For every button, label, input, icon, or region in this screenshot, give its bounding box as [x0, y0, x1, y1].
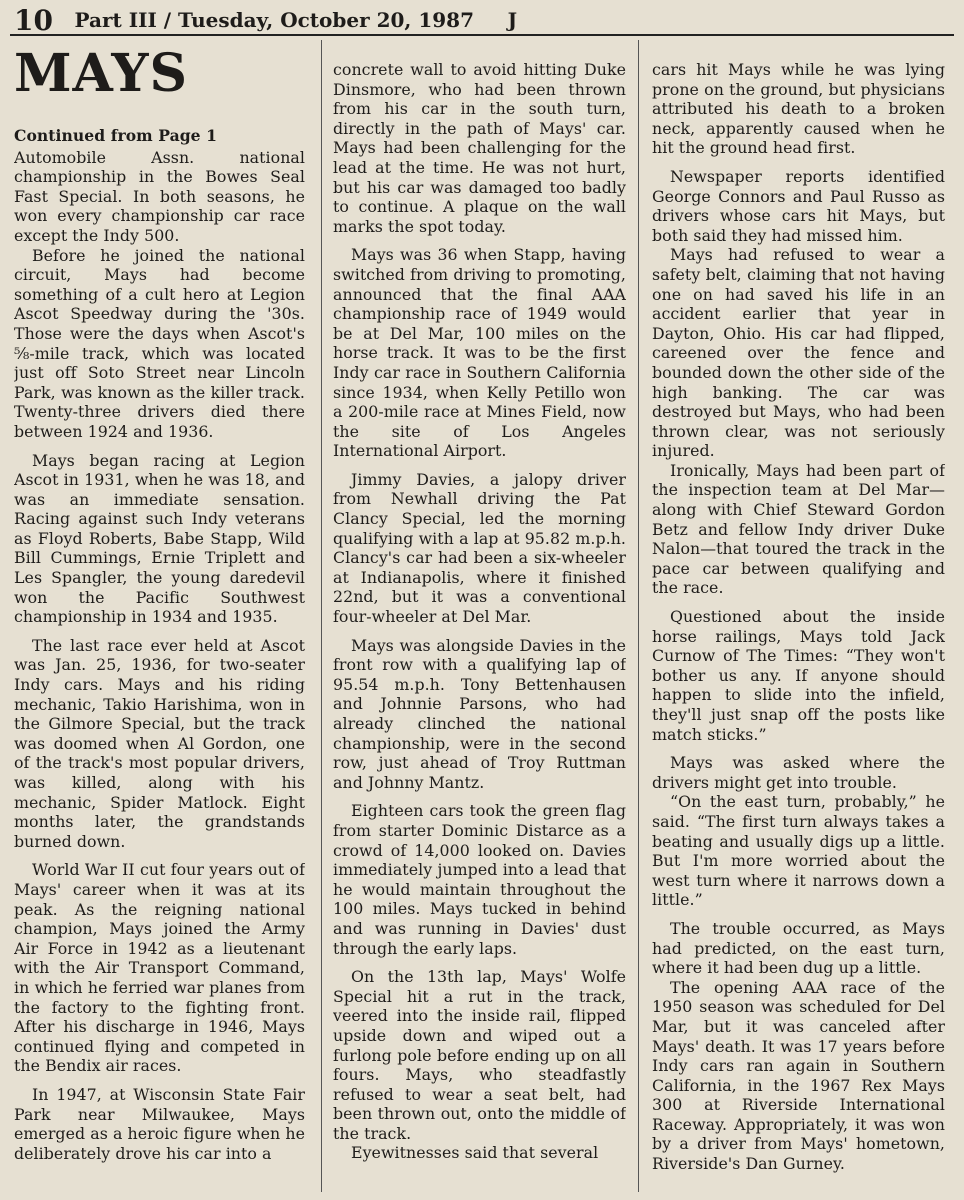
paragraph: Questioned about the inside horse railings, Mays told Jack Curnow of The Times: “They won't bother us any. If anyone should happen to slide into the infield, they'll just snap off the posts like match sticks.” [652, 607, 945, 744]
column-divider [321, 40, 322, 1192]
paragraph: In 1947, at Wisconsin State Fair Park near Milwaukee, Mays emerged as a heroic figure when he deliberately drove his car into a [14, 1084, 305, 1163]
article-column-2 [333, 60, 626, 1194]
article-column-1 [14, 46, 305, 1194]
section-date: Part III / Tuesday, October 20, 1987 [74, 8, 474, 32]
header-rule [10, 34, 954, 36]
paragraph: Jimmy Davies, a jalopy driver from Newhall driving the Pat Clancy Special, led the morning qualifying with a lap at 95.82 m.p.h. Clancy's car had been a six-wheeler at Indianapolis, where it finished 22nd, but it was a conventional four-wheeler at Del Mar. [333, 469, 626, 627]
page-number: 10 [14, 4, 53, 37]
continued-line: Continued from Page 1 [14, 126, 218, 145]
article-column-3 [652, 60, 945, 1194]
paragraph: Eighteen cars took the green flag from starter Dominic Distarce as a crowd of 14,000 looked on. Davies immediately jumped into a lead that he would maintain throughout the 100 miles. Mays tucked in behind and was running in Davies' dust through the early laps. [333, 801, 626, 958]
paragraph: Newspaper reports identified George Connors and Paul Russo as drivers whose cars hit Mays, but both said they had missed him. [652, 166, 945, 245]
paragraph: The trouble occurred, as Mays had predicted, on the east turn, where it had been dug up a little. [652, 918, 945, 978]
paragraph: Eyewitnesses said that several [351, 1143, 599, 1163]
paragraph: On the 13th lap, Mays' Wolfe Special hit a rut in the track, veered into the inside rail, flipped upside down and wiped out a furlong pole before ending up on all fours. Mays, who steadfastly refused to wear a seat belt, had been thrown out, onto the middle of the track. [333, 967, 626, 1143]
paragraph: Mays had refused to wear a safety belt, claiming that not having one on had saved his life in an accident earlier that year in Dayton, Ohio. His car had flipped, careened over the fence and bounded down the other side of the high banking. The car was destroyed but Mays, who had been thrown clear, was not seriously injured. [652, 245, 945, 461]
paragraph: Mays was alongside Davies in the front row with a qualifying lap of 95.54 m.p.h. Tony Bettenhausen and Johnnie Parsons, who had already clinched the national championship, were in the second row, just ahead of Troy Ruttman and Johnny Mantz. [333, 635, 626, 792]
paragraph: concrete wall to avoid hitting Duke Dinsmore, who had been thrown from his car in the south turn, directly in the path of Mays' car. Mays had been challenging for the lead at the time. He was not hurt, but his car was damaged too badly to continue. A plaque on the wall marks the spot today. [333, 60, 626, 236]
paragraph: Mays began racing at Legion Ascot in 1931, when he was 18, and was an immediate sensation. Racing against such Indy veterans as Floyd Roberts, Babe Stapp, Wild Bill Cummings, Ernie Triplett and Les Spangler, the young daredevil won the Pacific Southwest championship in 1934 and 1935. [14, 450, 305, 627]
paragraph: “On the east turn, probably,” he said. “The first turn always takes a beating and usually digs up a little. But I'm more worried about the west turn where it narrows down a little.” [652, 792, 945, 910]
paragraph: Before he joined the national circuit, Mays had become something of a cult hero at Legion Ascot Speedway during the '30s. Those were the days when Ascot's ⅝-mile track, which was located just off Soto Street near Lincoln Park, was known as the killer track. Twenty-three drivers died there between 1924 and 1936. [14, 245, 305, 441]
column-divider [638, 40, 639, 1192]
paragraph: Mays was asked where the drivers might get into trouble. [652, 753, 945, 792]
paragraph: Ironically, Mays had been part of the inspection team at Del Mar—along with Chief Steward Gordon Betz and fellow Indy driver Duke Nalon—that toured the track in the pace car between qualifying and the race. [652, 460, 945, 598]
edition-letter: J [507, 8, 518, 32]
paragraph: The last race ever held at Ascot was Jan. 25, 1936, for two-seater Indy cars. Mays and his riding mechanic, Takio Harishima, won in the Gilmore Special, but the track was doomed when Al Gordon, one of the track's most popular drivers, was killed, along with his mechanic, Spider Matlock. Eight months later, the grandstands burned down. [14, 635, 305, 851]
article-headline: MAYS [14, 46, 188, 104]
paragraph: cars hit Mays while he was lying prone on the ground, but physicians attributed his death to a broken neck, apparently caused when he hit the ground head first. [652, 60, 945, 158]
paragraph: Automobile Assn. national championship in the Bowes Seal Fast Special. In both seasons, he won every championship car race except the Indy 500. [14, 147, 305, 245]
paragraph: World War II cut four years out of Mays' career when it was at its peak. As the reigning national champion, Mays joined the Army Air Force in 1942 as a lieutenant with the Air Transport Command, in which he ferried war planes from the factory to the fighting front. After his discharge in 1946, Mays continued flying and competed in the Bendix air races. [14, 860, 305, 1076]
paragraph: The opening AAA race of the 1950 season was scheduled for Del Mar, but it was canceled after Mays' death. It was 17 years before Indy cars ran again in Southern California, in the 1967 Rex Mays 300 at Riverside International Raceway. Appropriately, it was won by a driver from Mays' hometown, Riverside's Dan Gurney. [652, 977, 945, 1174]
paragraph: Mays was 36 when Stapp, having switched from driving to promoting, announced that the final AAA championship race of 1949 would be at Del Mar, 100 miles on the horse track. It was to be the first Indy car race in Southern California since 1934, when Kelly Petillo won a 200-mile race at Mines Field, now the site of Los Angeles International Airport. [333, 245, 626, 461]
page-header [14, 4, 950, 37]
